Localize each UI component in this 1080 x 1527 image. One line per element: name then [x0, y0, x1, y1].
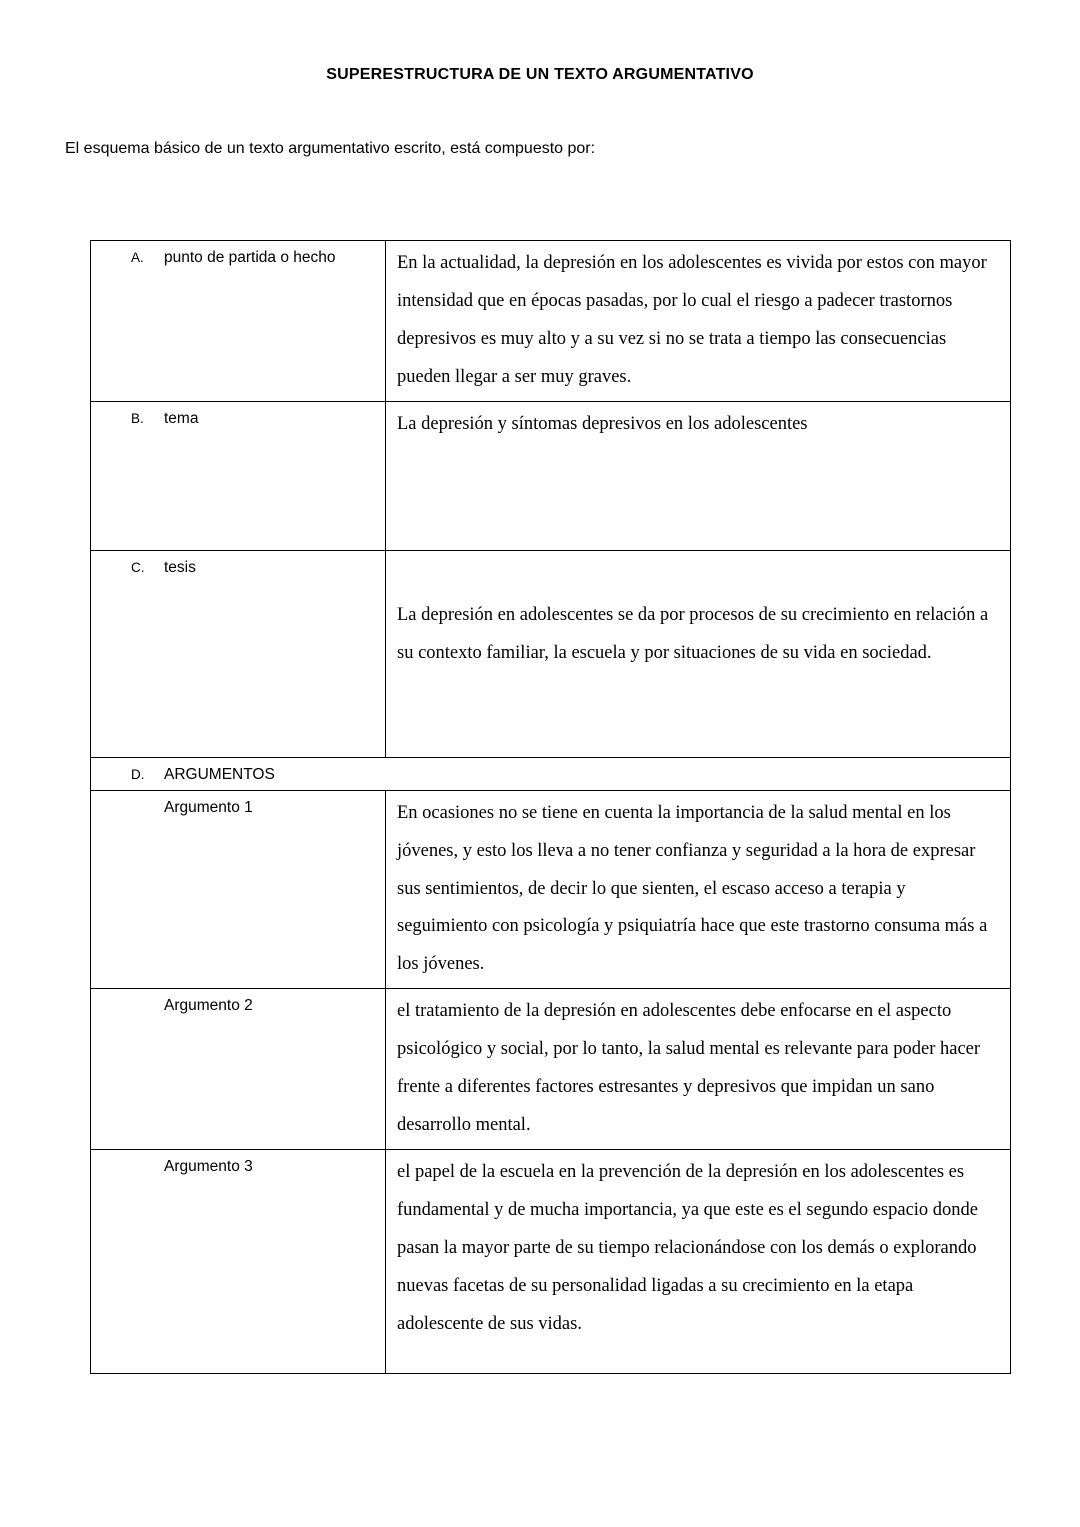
row-content-cell: La depresión en adolescentes se da por procesos de su crecimiento en relación a su contexto familiar, la escuela y por situaciones de su vida en sociedad. — [386, 550, 1011, 757]
row-content-cell: En la actualidad, la depresión en los adolescentes es vivida por estos con mayor intensidad que en épocas pasadas, por lo cual el riesgo a padecer trastornos depresivos es muy alto y a su vez si no se trata a tiempo las consecuencias pueden llegar a ser muy graves. — [386, 241, 1011, 402]
row-tesis — [91, 550, 1011, 757]
row-label-cell — [91, 989, 386, 1150]
row-punto-de-partida — [91, 241, 1011, 402]
row-content-cell: En ocasiones no se tiene en cuenta la importancia de la salud mental en los jóvenes, y esto los lleva a no tener confianza y seguridad a la hora de expresar sus sentimientos, de decir lo que sienten, el escaso acceso a terapia y seguimiento con psicología y psiquiatría hace que este trastorno consuma más a los jóvenes. — [386, 790, 1011, 989]
row-label: ARGUMENTOS — [164, 765, 275, 783]
row-argumentos-header — [91, 757, 1011, 790]
document-title: SUPERESTRUCTURA DE UN TEXTO ARGUMENTATIVO — [326, 66, 754, 83]
row-argumento-2 — [91, 989, 1011, 1150]
superstructure-table — [90, 240, 1011, 1374]
row-label: tesis — [164, 558, 196, 576]
row-tema — [91, 401, 1011, 550]
row-content-cell: La depresión y síntomas depresivos en los adolescentes — [386, 401, 1011, 550]
row-label-cell — [91, 550, 386, 757]
row-letter: B. — [131, 410, 144, 426]
row-label: punto de partida o hecho — [164, 249, 336, 266]
row-label-cell — [91, 241, 386, 402]
row-label: Argumento 1 — [164, 798, 253, 816]
row-argumento-3 — [91, 1149, 1011, 1373]
row-letter: D. — [131, 766, 145, 782]
row-label-cell — [91, 757, 1011, 790]
row-content-cell: el tratamiento de la depresión en adolescentes debe enfocarse en el aspecto psicológico y social, por lo tanto, la salud mental es relevante para poder hacer frente a diferentes factores estresantes y depresivos que impidan un sano desarrollo mental. — [386, 989, 1011, 1150]
row-label-cell — [91, 790, 386, 989]
row-label: Argumento 2 — [164, 997, 253, 1015]
row-letter: C. — [131, 559, 145, 575]
row-argumento-1 — [91, 790, 1011, 989]
row-label-cell — [91, 1149, 386, 1373]
row-label: tema — [164, 409, 199, 427]
row-label-cell — [91, 401, 386, 550]
row-label: Argumento 3 — [164, 1157, 253, 1175]
row-letter: A. — [131, 250, 144, 265]
row-content-cell: el papel de la escuela en la prevención de la depresión en los adolescentes es fundamental y de mucha importancia, ya que este es el segundo espacio donde pasan la mayor parte de su tiempo relacionándose con los demás o explorando nuevas facetas de su personalidad ligadas a su crecimiento en la etapa adolescente de sus vidas. — [386, 1149, 1011, 1373]
intro-text: El esquema básico de un texto argumentativo escrito, está compuesto por: — [65, 140, 596, 157]
